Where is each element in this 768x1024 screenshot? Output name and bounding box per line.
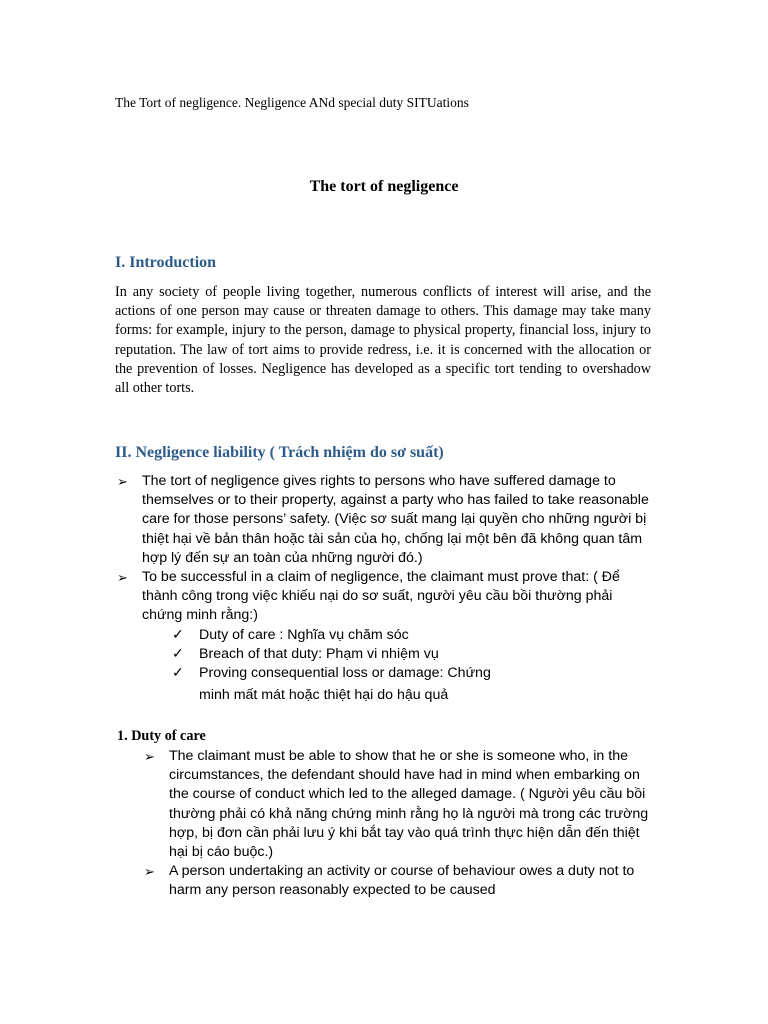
list-item	[115, 568, 655, 626]
checklist-item	[172, 664, 655, 683]
checklist-item-text: Breach of that duty: Phạm vi nhiệm vụ	[199, 645, 439, 662]
list-item-text: A person undertaking an activity or course of behaviour owes a duty not to harm any person reasonably expected to be caused	[169, 863, 635, 899]
checklist-item	[172, 645, 655, 664]
checklist-item-continuation: minh mất mát hoặc thiệt hại do hậu quả	[199, 687, 449, 704]
section-heading-introduction: I. Introduction	[115, 254, 217, 271]
arrow-bullet-icon: ➢	[117, 570, 128, 586]
arrow-bullet-icon: ➢	[144, 749, 155, 764]
section-heading-negligence-liability: II. Negligence liability ( Trách nhiệm do sơ suất)	[115, 444, 444, 461]
checklist-item-text: Duty of care : Nghĩa vụ chăm sóc	[199, 626, 409, 643]
list-item	[142, 862, 652, 900]
list-item-text: The claimant must be able to show that he or she is someone who, in the circumstances, the defendant should have had in mind when embarking on the course of conduct which led to the alleged damage. ( Người yêu cầu bồi thường phải có khả năng chứng minh rằng họ là người mà trong các trường hợp, bị đơn cần phải lưu ý khi bắt tay vào quá trình thực hiện dẫn đến thiệt hại bị cáo buộc.)	[169, 748, 649, 861]
negligence-liability-list	[115, 472, 655, 705]
introduction-paragraph: In any society of people living together, numerous conflicts of interest will arise, and the actions of one person may cause or threaten damage to others. This damage may take many forms: for example, injury to the person, damage to physical property, financial loss, injury to reputation. The law of tort aims to provide redress, i.e. it is concerned with the allocation or the prevention of losses. Negligence has developed as a specific tort tending to overshadow all other torts.	[115, 284, 651, 397]
checkmark-icon: ✓	[172, 626, 184, 643]
checkmark-icon: ✓	[172, 665, 184, 682]
checklist	[172, 626, 655, 706]
checklist-item	[172, 626, 655, 645]
page-title: The tort of negligence	[309, 178, 459, 195]
arrow-bullet-icon: ➢	[144, 864, 155, 880]
list-item	[142, 747, 652, 862]
list-item-text: The tort of negligence gives rights to persons who have suffered damage to themselves or to their property, against a party who has failed to take reasonable care for those persons’ safety. (Việc sơ suất mang lại quyền cho những người bị thiệt hại về bản thân hoặc tài sản của họ, chống lại một bên đã không quan tâm hợp lý đến sự an toàn của những người đó.)	[142, 473, 649, 566]
checklist-item-text: Proving consequential loss or damage: Chứng	[199, 665, 491, 682]
arrow-bullet-icon: ➢	[117, 474, 128, 489]
list-item	[115, 472, 655, 568]
list-item-text: To be successful in a claim of negligence, the claimant must prove that: ( Để thành công trong việc khiếu nại do sơ suất, người yêu cầu bồi thường phải chứng minh rằng:)	[142, 569, 620, 624]
checkmark-icon: ✓	[172, 645, 184, 662]
subsection-heading-duty-of-care: 1. Duty of care	[117, 728, 206, 744]
running-header: The Tort of negligence. Negligence ANd special duty SITUations	[115, 95, 469, 110]
duty-of-care-list	[142, 747, 652, 901]
